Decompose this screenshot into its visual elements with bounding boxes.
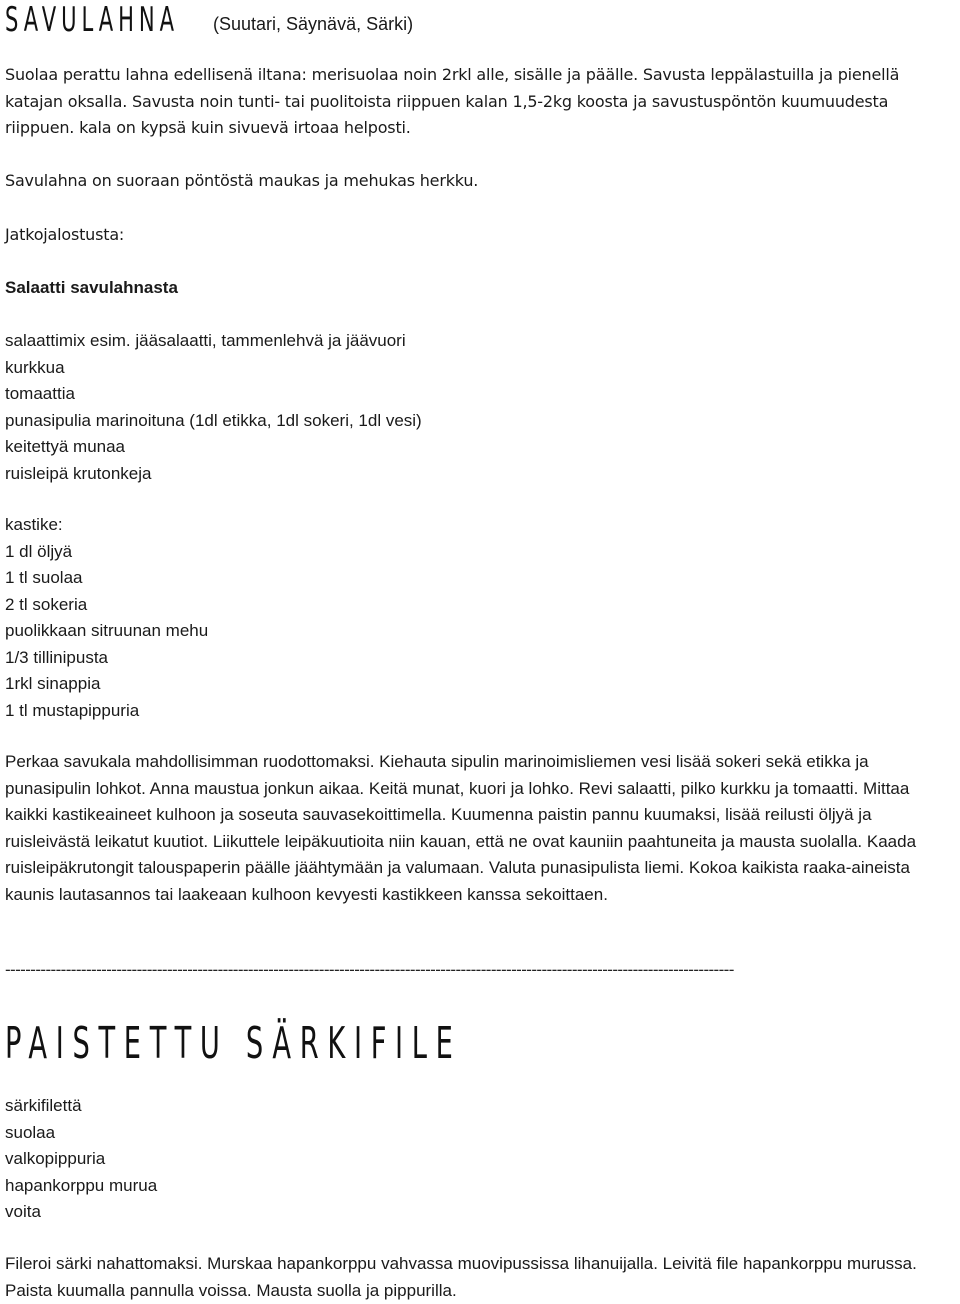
recipe1-note: Savulahna on suoraan pöntöstä maukas ja mehukas herkku. [5, 171, 479, 190]
recipe2-ingredient-list [5, 1093, 157, 1226]
list-item: 1 dl öljyä [5, 541, 73, 561]
recipe1-title: SAVULAHNA [5, 0, 180, 40]
dressing-label: kastike: [5, 515, 63, 534]
further-processing-label: Jatkojalostusta: [5, 225, 125, 244]
recipe2-method: Fileroi särki nahattomaksi. Murskaa hapankorppu vahvassa muovipussissa lihanuijalla. Leivitä file hapankorppu murussa. Paista kuumalla pannulla voissa. Mausta suolla ja pippurilla. [5, 1254, 917, 1300]
recipe2-header [5, 1018, 741, 1074]
list-item: särkifilettä [5, 1096, 82, 1115]
list-item: valkopippuria [5, 1149, 106, 1168]
salad-title: Salaatti savulahnasta [5, 278, 178, 297]
list-item: salaattimix esim. jääsalaatti, tammenlehvä ja jäävuori [5, 331, 406, 350]
list-item: hapankorppu murua [5, 1175, 158, 1195]
dressing-list [5, 512, 208, 724]
list-item: 2 tl sokeria [5, 594, 88, 614]
list-item: 1 tl mustapippuria [5, 700, 140, 720]
list-item: 1 tl suolaa [5, 568, 83, 587]
list-item: puolikkaan sitruunan mehu [5, 621, 209, 640]
recipe1-intro: Suolaa perattu lahna edellisenä iltana: merisuolaa noin 2rkl alle, sisälle ja päälle. Savusta leppälastuilla ja pienellä katajan oksalla. Savusta noin tunti- tai puolitoista riippuen kalan 1,5-2kg koosta ja savustuspöntön kuumuudesta riippuen. kala on kypsä kuin sivuevä irtoaa helposti. [5, 65, 900, 137]
list-item: 1/3 tillinipusta [5, 647, 109, 667]
list-item: ruisleipä krutonkeja [5, 463, 152, 483]
list-item: kurkkua [5, 357, 65, 377]
recipe1-method: Perkaa savukala mahdollisimman ruodottomaksi. Kiehauta sipulin marinoimisliemen vesi lisää sokeri sekä etikka ja punasipulin lohkot. Anna maustua jonkun aikaa. Keitä munat, kuori ja lohko. Revi salaatti, pilko kurkku ja tomaatti. Mittaa kaikki kastikeaineet kulhoon ja soseuta sauvasekoittimella. Kuumenna paistin pannu kuumaksi, lisää reilusti öljyä ja ruisleivästä leikatut kuutiot. Liikuttele leipäkuutioita niin kauan, että ne ovat kauniin paahtuneita ja mausta suolalla. Kaada ruisleipäkrutongit talouspaperin päälle jäähtymään ja valumaan. Valuta punasipulista liemi. Kokoa kaikista raaka-aineista kaunis lautasannos tai laakeaan kulhoon kevyesti kastikkeen kanssa sekoittaen. [5, 752, 917, 904]
list-item: suolaa [5, 1122, 56, 1142]
list-item: keitettyä munaa [5, 437, 126, 456]
section-divider: ------------------------------------------------------------------------------------------------------------------------------------------------ [5, 960, 734, 979]
recipe2-title: PAISTETTU SÄRKIFILE [5, 1018, 462, 1069]
recipe1-subtitle: (Suutari, Säynävä, Särki) [213, 14, 414, 34]
list-item: tomaattia [5, 384, 75, 403]
list-item: voita [5, 1202, 41, 1221]
list-item: punasipulia marinoituna (1dl etikka, 1dl sokeri, 1dl vesi) [5, 410, 422, 430]
salad-ingredient-list [5, 328, 422, 487]
list-item: 1rkl sinappia [5, 674, 101, 693]
